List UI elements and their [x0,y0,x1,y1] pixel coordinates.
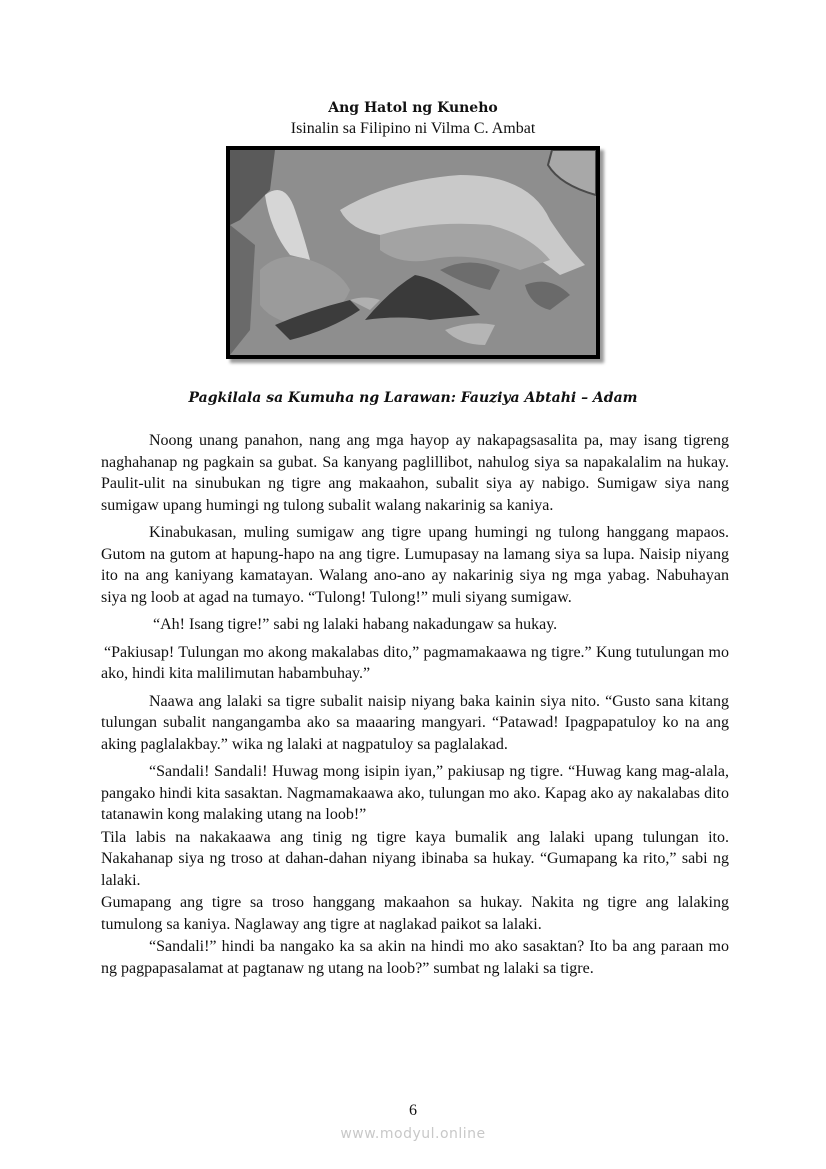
paragraph-4: “Pakiusap! Tulungan mo akong makalabas dito,” pagmamakaawa ng tigre.” Kung tutulungan mo ako, hindi kita malilimutan habambuhay.” [101,643,729,682]
paragraph-5: Naawa ang lalaki sa tigre subalit naisip niyang baka kainin siya nito. “Gusto sana kitang tulungan subalit nangangamba ako sa maaaring mangyari. “Patawad! Ipagpapatuloy ko na ang aking paglalakbay.” wika ng lalaki at nagpatuloy sa paglalakad. [101,692,729,753]
paragraph-9: “Sandali!” hindi ba nangako ka sa akin na hindi mo ako sasaktan? Ito ba ang paraan mo ng pagpapasalamat at pagtanaw ng utang na loob?” sumbat ng lalaki sa tigre. [101,938,729,977]
paragraph-8: Gumapang ang tigre sa troso hanggang makaahon sa hukay. Nakita ng tigre ang lalaking tumulong sa kaniya. Naglaway ang tigre at naglakad paikot sa lalaki. [101,894,729,933]
paragraph-6: “Sandali! Sandali! Huwag mong isipin iyan,” pakiusap ng tigre. “Huwag kang mag-alala, pangako hindi kita sasaktan. Nagmamakaawa ako, tulungan mo ako. Kapag ako ay nakalabas dito tatanawin kong malaking utang na loob!” [101,763,729,823]
translator-credit: Isinalin sa Filipino ni Vilma C. Ambat [290,120,536,137]
paragraph-2: Kinabukasan, muling sumigaw ang tigre upang humingi ng tulong hanggang mapaos. Gutom na gutom at hapung-hapo na ang tigre. Lumupasay na lamang siya sa lupa. Naisip niyang ito na ang kaniyang kamatayan. Walang ano-ano ay nakarinig siya ng mga yabag. Nabuhayan siya ng loob at agad na tumayo. “Tulong! Tulong!” muli siyang sumigaw. [101,524,729,606]
rabbit-photo [226,146,600,359]
photo-credit-caption: Pagkilala sa Kumuha ng Larawan: Fauziya Abtahi – Adam [188,390,638,406]
paragraph-1: Noong unang panahon, nang ang mga hayop ay nakapagsasalita pa, may isang tigreng naghahanap ng pagkain sa gubat. Sa kanyang paglillibot, nahulog siya sa napakalalim na hukay. Paulit-ulit na sinubukan ng tigre ang makaahon, subalit siya ay nabigo. Sumigaw siya nang sumigaw upang humingi ng tulong subalit walang nakarinig sa kaniya. [101,432,729,514]
watermark: www.modyul.online [340,1126,486,1142]
paragraph-3: “Ah! Isang tigre!” sabi ng lalaki habang nakadungaw sa hukay. [153,616,558,633]
story-body [101,430,729,985]
page-number: 6 [409,1102,417,1119]
paragraph-7: Tila labis na nakakaawa ang tinig ng tigre kaya bumalik ang lalaki upang tulungan ito. Nakahanap siya ng troso at dahan-dahan niyang ibinaba sa hukay. “Gumapang ka rito,” sabi ng lalaki. [101,828,729,889]
story-title: Ang Hatol ng Kuneho [328,100,498,116]
rabbit-photo-icon [230,150,596,355]
